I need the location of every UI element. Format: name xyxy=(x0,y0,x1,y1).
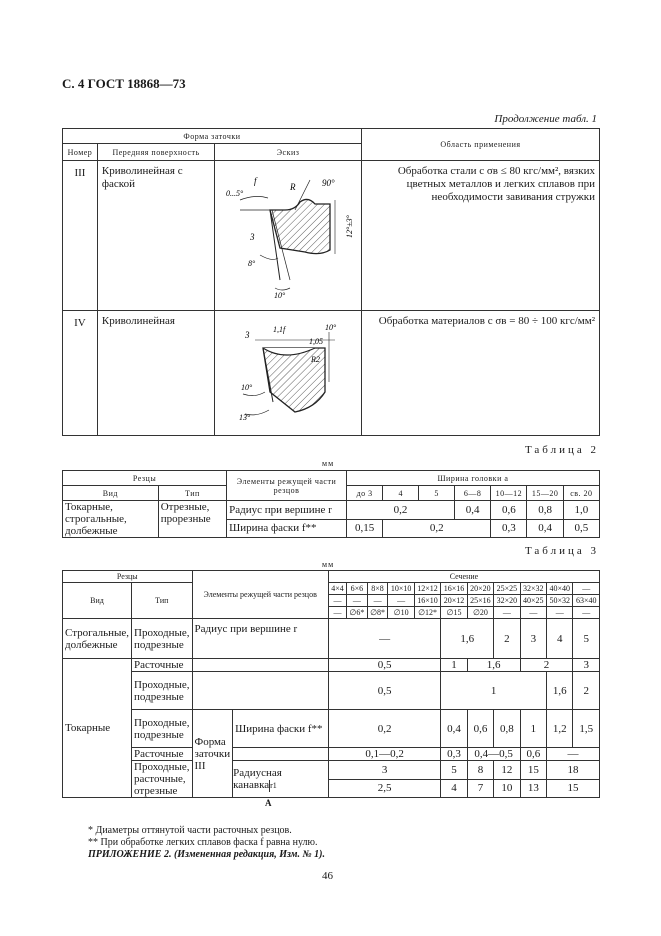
t3-cell: 15 xyxy=(547,779,600,798)
t3-vid: Токарные xyxy=(63,659,132,798)
t3-sec: ∅15 xyxy=(441,607,467,619)
t3-cell: 7 xyxy=(467,779,493,798)
t3-cell: 0,1—0,2 xyxy=(328,748,440,761)
sketch4-label: 10° xyxy=(325,323,337,332)
t1-row-num: III xyxy=(63,161,98,311)
t2-col: 5 xyxy=(419,486,455,501)
t3-sec: — xyxy=(520,607,546,619)
t3-sec: — xyxy=(328,595,346,607)
sketch4-label: 10° xyxy=(241,383,253,392)
sketch3-label: 8° xyxy=(248,259,256,268)
t3-tip: Расточные xyxy=(132,659,192,672)
t2-cell: 0,4 xyxy=(455,501,491,520)
t3-sec: ∅10 xyxy=(388,607,414,619)
t3-cell: 1 xyxy=(441,659,467,672)
t2-cell: 0,2 xyxy=(346,501,454,520)
t3-sec: 16×10 xyxy=(414,595,440,607)
t2-col: 10—12 xyxy=(491,486,527,501)
t3-head-elem: Элементы режущей части резцов xyxy=(192,571,328,619)
t3-r1: r1 xyxy=(269,780,284,792)
t1-head-app: Область применения xyxy=(361,129,599,161)
t3-cell: 2 xyxy=(520,659,573,672)
t3-elem-r: Радиус при вершине r xyxy=(192,619,328,659)
t2-cell: 0,3 xyxy=(491,519,527,538)
t3-cell: 18 xyxy=(547,761,600,780)
t3-cell: 12 xyxy=(494,761,520,780)
table-2 xyxy=(62,470,600,538)
t3-cell: 0,2 xyxy=(328,710,440,748)
t3-cell: 4 xyxy=(441,779,467,798)
t3-sec: — xyxy=(388,595,414,607)
sketch3-label: R xyxy=(290,182,296,192)
t1-head-group: Форма заточки xyxy=(63,129,362,144)
t3-cell: 5 xyxy=(441,761,467,780)
t2-cell: 0,5 xyxy=(563,519,599,538)
table-3-units: мм xyxy=(322,560,335,569)
t3-sec: 50×32 xyxy=(547,595,573,607)
t3-cell: 0,8 xyxy=(494,710,520,748)
t3-sec: 25×16 xyxy=(467,595,493,607)
t3-cell: 0,3 xyxy=(441,748,467,761)
t3-sec: — xyxy=(494,607,520,619)
t3-head-tip: Тип xyxy=(132,583,192,619)
t3-cell: 8 xyxy=(467,761,493,780)
t3-cell: 3 xyxy=(573,659,600,672)
t3-sec: 8×8 xyxy=(367,583,388,595)
t2-col: 15—20 xyxy=(527,486,563,501)
t3-sec: ∅8* xyxy=(367,607,388,619)
t3-elem-f: Ширина фаски f** xyxy=(233,710,329,748)
t3-sec: 32×20 xyxy=(494,595,520,607)
sketch4-label: R2 xyxy=(311,355,320,364)
t3-sec: — xyxy=(347,595,368,607)
t2-col: 6—8 xyxy=(455,486,491,501)
t3-empty xyxy=(233,748,329,761)
t3-forma: Форма заточки III xyxy=(192,710,233,798)
t3-cell: 1,2 xyxy=(547,710,573,748)
t3-sec: — xyxy=(367,595,388,607)
t3-cell: 5 xyxy=(573,619,600,659)
t2-col: 4 xyxy=(383,486,419,501)
t3-sec: 63×40 xyxy=(573,595,600,607)
footnote: ** При обработке легких сплавов фаска f равна нулю. xyxy=(88,837,318,848)
t3-sec: 32×32 xyxy=(520,583,546,595)
t3-sec: — xyxy=(573,607,600,619)
t3-a-label: A xyxy=(265,798,272,808)
t3-cell: 2,5 xyxy=(328,779,440,798)
t3-cell: 0,5 xyxy=(328,672,440,710)
t3-tip: Проходные, подрезные xyxy=(132,619,192,659)
t2-cell: 0,4 xyxy=(527,519,563,538)
t1-row-app: Обработка стали с σв ≤ 80 кгс/мм², вязких цветных металлов и легких сплавов при необходимости завивания стружки xyxy=(361,161,599,311)
t2-head-width: Ширина головки a xyxy=(346,471,599,486)
t3-head-sech: Сечение xyxy=(328,571,599,583)
sketch3-label: f xyxy=(254,176,257,186)
t3-sec: 40×40 xyxy=(547,583,573,595)
t3-tip: Проходные, подрезные xyxy=(132,672,192,710)
t2-head-elem: Элементы режущей части резцов xyxy=(227,471,347,501)
t3-head-vid: Вид xyxy=(63,583,132,619)
t3-cell: 0,6 xyxy=(520,748,546,761)
sketch3-label: 10° xyxy=(274,291,286,300)
t2-vid: Токарные, строгальные, долбежные xyxy=(63,501,159,538)
sketch-4-drawing xyxy=(225,322,355,427)
page-number: 46 xyxy=(322,870,333,882)
t3-cell: 3 xyxy=(520,619,546,659)
t3-sec: 20×12 xyxy=(441,595,467,607)
t2-r-label: Радиус при вершине r xyxy=(227,501,347,520)
t2-head-rezcy: Резцы xyxy=(63,471,227,486)
t3-cell: 13 xyxy=(520,779,546,798)
footnotes xyxy=(88,825,325,861)
table-3 xyxy=(62,570,600,798)
t3-sec: 20×20 xyxy=(467,583,493,595)
t2-f-label: Ширина фаски f** xyxy=(227,519,347,538)
t1-head-front: Передняя поверхность xyxy=(97,144,214,161)
t3-cell: 0,6 xyxy=(467,710,493,748)
t1-row-front: Криволинейная с фаской xyxy=(97,161,214,311)
t3-cell: 1,5 xyxy=(573,710,600,748)
page-header: С. 4 ГОСТ 18868—73 xyxy=(62,76,186,91)
t3-sec: — xyxy=(547,607,573,619)
t3-head-rezcy: Резцы xyxy=(63,571,193,583)
t3-cell: 4 xyxy=(547,619,573,659)
footnote: ПРИЛОЖЕНИЕ 2. (Измененная редакция, Изм. № 1). xyxy=(88,849,325,860)
t1-row-front: Криволинейная xyxy=(97,311,214,436)
t3-sec: ∅6* xyxy=(347,607,368,619)
t2-col: до 3 xyxy=(346,486,382,501)
t3-vid: Строгальные, долбежные xyxy=(63,619,132,659)
t3-cell: 0,5 xyxy=(328,659,440,672)
t3-kanavka xyxy=(233,761,329,798)
t3-sec: ∅20 xyxy=(467,607,493,619)
t3-sec: 12×12 xyxy=(414,583,440,595)
t3-sec: — xyxy=(573,583,600,595)
t3-sec: 6×6 xyxy=(347,583,368,595)
sketch3-label: 90° xyxy=(322,178,335,188)
sketch3-label: 0...5° xyxy=(226,189,244,198)
table-2-units: мм xyxy=(322,459,335,468)
t3-cell: 3 xyxy=(328,761,440,780)
t3-empty xyxy=(192,659,328,672)
t2-cell: 0,2 xyxy=(383,519,491,538)
t3-sec: ∅12* xyxy=(414,607,440,619)
t3-sec: 4×4 xyxy=(328,583,346,595)
t3-cell: 1,6 xyxy=(467,659,520,672)
sketch-3-drawing xyxy=(210,170,360,300)
sketch4-label: 1,1f xyxy=(273,325,286,334)
t3-sec: 40×25 xyxy=(520,595,546,607)
t3-cell: 15 xyxy=(520,761,546,780)
sketch4-label: 1,05 xyxy=(309,337,323,346)
t2-col: св. 20 xyxy=(563,486,599,501)
t1-head-sketch: Эскиз xyxy=(215,144,362,161)
t3-cell: 0,4—0,5 xyxy=(467,748,520,761)
t3-sec: 25×25 xyxy=(494,583,520,595)
t2-tip: Отрезные, прорезные xyxy=(158,501,226,538)
t3-cell: 2 xyxy=(494,619,520,659)
t2-cell: 1,0 xyxy=(563,501,599,520)
t1-row-app: Обработка материалов с σв = 80 ÷ 100 кгс/мм² xyxy=(361,311,599,436)
t3-empty xyxy=(192,672,328,710)
sketch3-label: 3 xyxy=(250,232,255,242)
t3-cell: 1 xyxy=(520,710,546,748)
t3-tip: Проходные, расточные, отрезные xyxy=(132,761,192,798)
t3-cell: 1,6 xyxy=(547,672,573,710)
table-continuation: Продолжение табл. 1 xyxy=(494,113,597,125)
t1-row-num: IV xyxy=(63,311,98,436)
t2-head-tip: Тип xyxy=(158,486,226,501)
footnote: * Диаметры оттянутой части расточных резцов. xyxy=(88,825,292,836)
t3-cell: 1 xyxy=(441,672,547,710)
t2-cell: 0,15 xyxy=(346,519,382,538)
t2-cell: 0,6 xyxy=(491,501,527,520)
sketch4-label: 3 xyxy=(245,330,250,340)
t3-kanavka-label: Радиусная канавка xyxy=(233,766,282,791)
t3-cell: — xyxy=(328,619,440,659)
t3-sec: 10×10 xyxy=(388,583,414,595)
sketch3-label: 12°±3° xyxy=(345,215,354,238)
t3-cell: — xyxy=(547,748,600,761)
t2-cell: 0,8 xyxy=(527,501,563,520)
t3-cell: 2 xyxy=(573,672,600,710)
t3-sec: — xyxy=(328,607,346,619)
t3-tip: Проходные, подрезные xyxy=(132,710,192,748)
table-3-caption: Таблица 3 xyxy=(524,545,599,557)
t3-cell: 0,4 xyxy=(441,710,467,748)
t2-head-vid: Вид xyxy=(63,486,159,501)
sketch4-label: 13° xyxy=(239,413,251,422)
t3-tip: Расточные xyxy=(132,748,192,761)
table-2-caption: Таблица 2 xyxy=(524,444,599,456)
t3-cell: 1,6 xyxy=(441,619,494,659)
t3-sec: 16×16 xyxy=(441,583,467,595)
t3-cell: 10 xyxy=(494,779,520,798)
t1-head-num: Номер xyxy=(63,144,98,161)
